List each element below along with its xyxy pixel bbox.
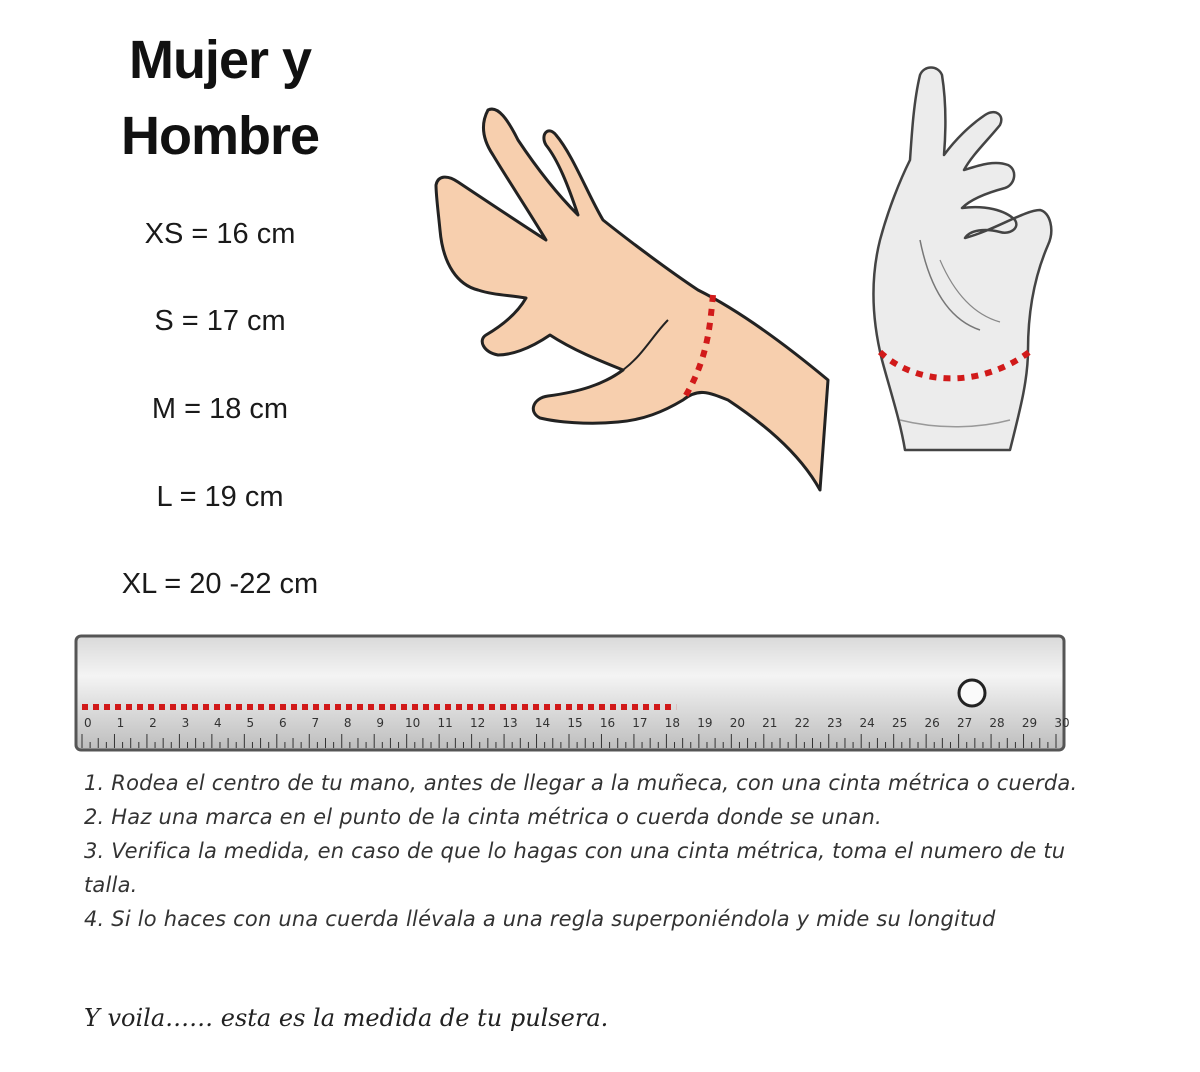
ruler-tick-label: 29 (1021, 716, 1038, 730)
size-xl: XL = 20 -22 cm (121, 568, 319, 600)
ruler-tick-label: 2 (149, 716, 157, 730)
ruler-tick-label: 8 (343, 716, 352, 730)
title-line-1: Mujer y (128, 30, 312, 90)
ruler-tick-label: 25 (892, 716, 908, 730)
ruler-tick-label: 7 (311, 716, 320, 730)
ruler-tick-label: 1 (116, 716, 125, 730)
ruler-tick-label: 0 (84, 716, 92, 730)
ruler-tick-label: 21 (762, 716, 778, 730)
step-4: 4. Si lo haces con una cuerda llévala a una regla superponiéndola y mide su longitud (84, 907, 996, 931)
ruler-tick-label: 22 (794, 716, 810, 730)
ruler-tick-label: 16 (599, 716, 616, 730)
title-line-2: Hombre (120, 106, 320, 166)
ruler-tick-label: 19 (697, 716, 713, 730)
ruler-tick-label: 3 (181, 716, 190, 730)
ruler-tick-label: 18 (664, 716, 681, 730)
size-s: S = 17 cm (154, 305, 286, 337)
ruler-tick-label: 30 (1054, 716, 1070, 730)
ruler-tick-label: 20 (729, 716, 745, 730)
hand-side-wrist-measure-icon (428, 100, 838, 494)
page-title (80, 22, 360, 174)
ruler-tick-label: 14 (534, 716, 551, 730)
ruler-tick-label: 24 (859, 716, 875, 730)
step-3: 3. Verifica la medida, en caso de que lo hagas con una cinta métrica, toma el numero de tu talla. (84, 839, 1066, 897)
ruler-tick-label: 6 (278, 716, 287, 730)
ruler-tick-label: 28 (989, 716, 1005, 730)
ruler-tick-label: 4 (214, 716, 222, 730)
step-2: 2. Haz una marca en el punto de la cinta métrica o cuerda donde se unan. (84, 805, 882, 829)
size-xs: XS = 16 cm (144, 218, 296, 250)
ruler-body (76, 636, 1064, 750)
ruler-hole (959, 680, 985, 706)
ruler (74, 634, 1068, 760)
ruler-tick-label: 5 (246, 716, 255, 730)
ruler-tick-label: 27 (956, 716, 973, 730)
ruler-tick-label: 10 (405, 716, 421, 730)
instructions (84, 766, 1094, 936)
ruler-tick-label: 23 (827, 716, 843, 730)
ruler-tick-label: 15 (567, 716, 583, 730)
ruler-tick-label: 17 (632, 716, 648, 730)
closing-note: Y voila…… esta es la medida de tu pulsera. (84, 1004, 609, 1032)
step-1: 1. Rodea el centro de tu mano, antes de llegar a la muñeca, con una cinta métrica o cuerda. (84, 771, 1078, 795)
ruler-tick-label: 26 (924, 716, 940, 730)
size-l: L = 19 cm (156, 481, 284, 513)
ruler-tick-label: 9 (376, 716, 385, 730)
ruler-tick-label: 11 (437, 716, 453, 730)
size-m: M = 18 cm (151, 393, 289, 425)
hand-front-wrist-measure-icon (860, 60, 1060, 464)
ruler-tick-label: 13 (502, 716, 518, 730)
ruler-tick-label: 12 (469, 716, 486, 730)
